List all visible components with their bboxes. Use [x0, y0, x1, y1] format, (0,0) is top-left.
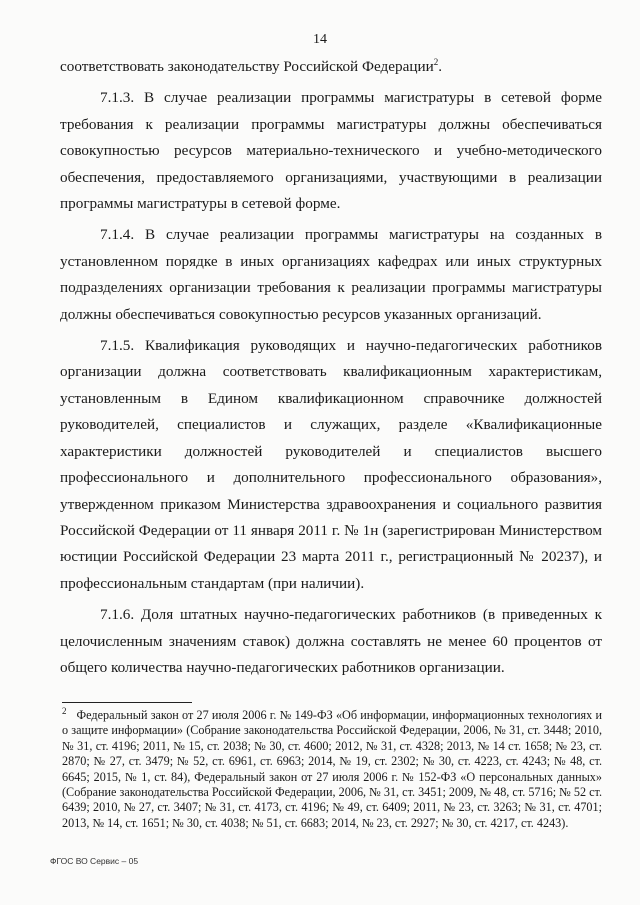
footnote-text: Федеральный закон от 27 июля 2006 г. № 149-ФЗ «Об информации, информационных технологиях и о защите информации» (Собрание законодательства Российской Федерации, 2006, № 31, ст. 3448; 2010, № 31, ст. 4196; 2011, № 15, ст. 2038; № 30, ст. 4600; 2012, № 31, ст. 4328; 2013, № 14 ст. 1658; № 23, ст. 2870; № 27, ст. 3479; № 52, ст. 6961, ст. 6963; 2014, № 19, ст. 2302; № 30, ст. 4223, ст. 4243; № 48, ст. 6645; 2015, № 1, ст. 84), Федеральный закон от 27 июля 2006 г. № 152-ФЗ «О персональных данных» (Собрание законодательства Российской Федерации, 2006, № 31, ст. 3451; 2009, № 48, ст. 5716; № 52 ст. 6439; 2010, № 27, ст. 3407; № 31, ст. 4173, ст. 4196; № 49, ст. 6409; 2011, № 23, ст. 3263; № 31, ст. 4701; 2013, № 14, ст. 1651; № 30, ст. 4038; № 51, ст. 6683; 2014, № 23, ст. 2927; № 30, ст. 4217, ст. 4243).	[62, 708, 602, 830]
paragraph-continuation	[60, 54, 602, 80]
page-footer-label: ФГОС ВО Сервис – 05	[50, 856, 139, 866]
paragraph-trailing-punctuation: .	[438, 58, 442, 75]
paragraph-7-1-3: 7.1.3. В случае реализации программы магистратуры в сетевой форме требования к реализации программы магистратуры должны обеспечиваться совокупностью ресурсов материально-технического и учебно-методического обеспечения, предоставляемого организациями, участвующими в реализации программы магистратуры в сетевой форме.	[60, 89, 602, 213]
paragraph-text: соответствовать законодательству Российской Федерации	[60, 58, 434, 75]
paragraph-7-1-5: 7.1.5. Квалификация руководящих и научно-педагогических работников организации должна соответствовать квалификационным характеристикам, установленным в Едином квалификационном справочнике должностей руководителей, специалистов и служащих, разделе «Квалификационные характеристики должностей руководителей и специалистов высшего профессионального и дополнительного профессионального образования», утвержденном приказом Министерства здравоохранения и социального развития Российской Федерации от 11 января 2011 г. № 1н (зарегистрирован Министерством юстиции Российской Федерации 23 марта 2011 г., регистрационный № 20237), и профессиональным стандартам (при наличии).	[60, 337, 602, 592]
footnote-mark: 2	[62, 705, 67, 716]
page-number: 14	[313, 32, 327, 47]
footnote-reference[interactable]: 2	[433, 56, 439, 67]
footnote-separator	[62, 702, 192, 703]
footnote	[62, 705, 602, 831]
document-body	[60, 54, 602, 686]
paragraph-7-1-6: 7.1.6. Доля штатных научно-педагогических работников (в приведенных к целочисленным значениям ставок) должна составлять не менее 60 процентов от общего количества научно-педагогических работников организации.	[60, 606, 602, 676]
paragraph-7-1-4: 7.1.4. В случае реализации программы магистратуры на созданных в установленном порядке в иных организациях кафедрах или иных структурных подразделениях организации требования к реализации программы магистратуры должны обеспечиваться совокупностью ресурсов указанных организаций.	[60, 226, 602, 323]
